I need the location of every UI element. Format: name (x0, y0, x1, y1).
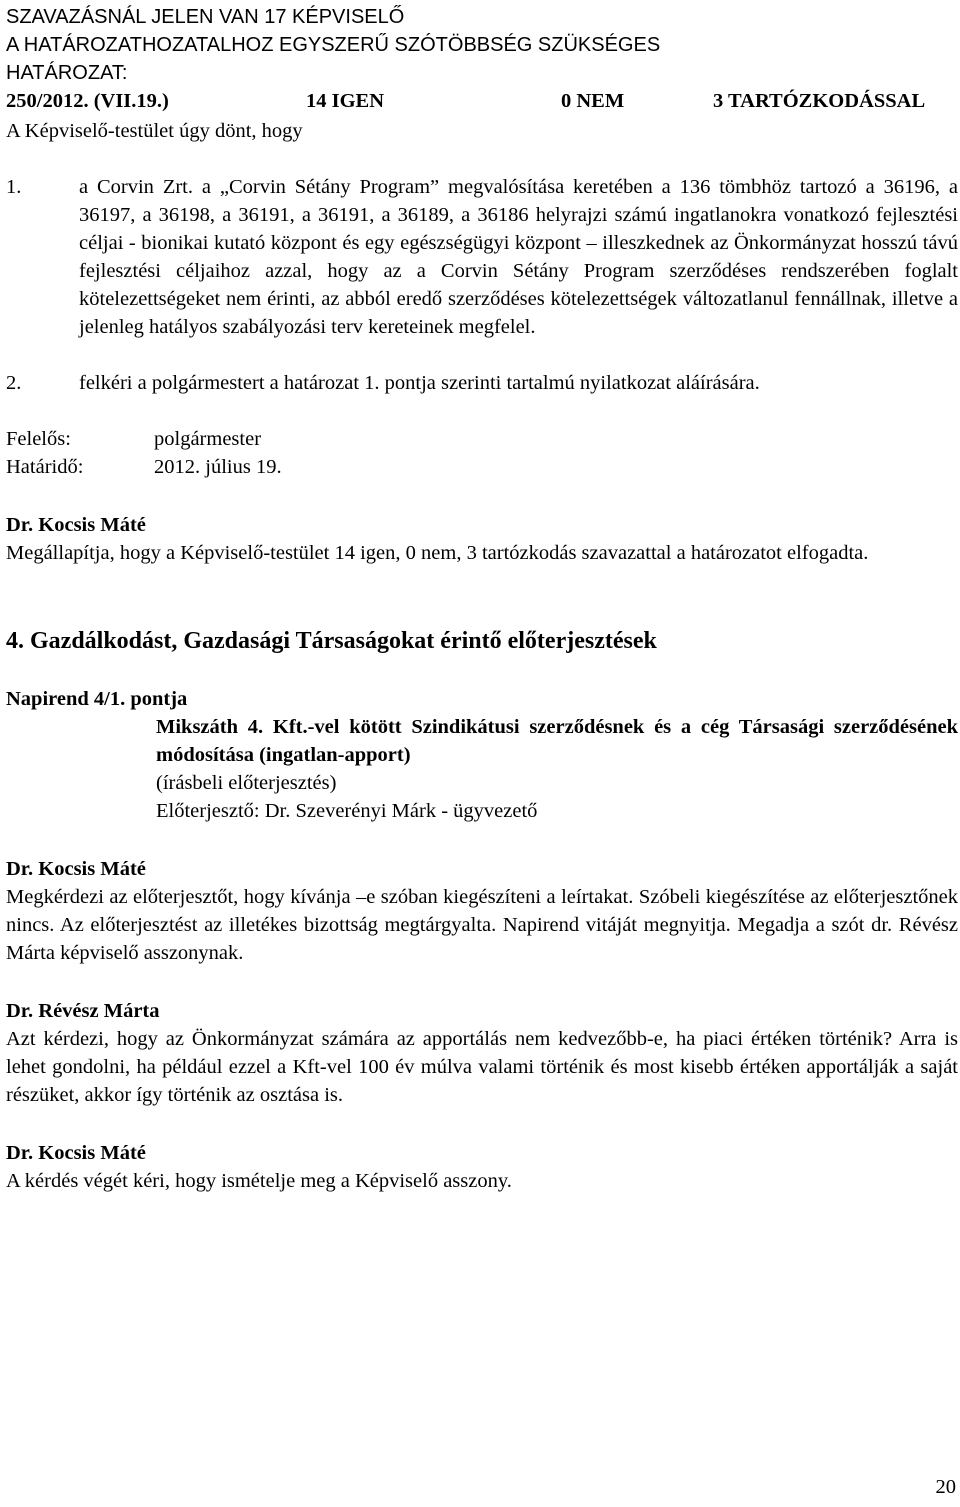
section-heading: 4. Gazdálkodást, Gazdasági Társaságokat érintő előterjesztések (6, 628, 657, 654)
resolution-number: 250/2012. (VII.19.) (6, 90, 169, 112)
resolution-item-2 (6, 369, 958, 397)
page-number: 20 (935, 1476, 956, 1498)
vote-abstain: 3 TARTÓZKODÁSSAL (713, 90, 926, 112)
deadline-value: 2012. július 19. (154, 456, 282, 478)
speaker-statement: A kérdés végét kéri, hogy ismételje meg a Képviselő asszony. (6, 1170, 512, 1192)
item-text: felkéri a polgármestert a határozat 1. pontja szerinti tartalmú nyilatkozat aláírására. (79, 372, 760, 394)
speaker-statement: Megkérdezi az előterjesztőt, hogy kívánja –e szóban kiegészíteni a leírtakat. Szóbeli kiegészítése az előterjesztőnek nincs. Az előterjesztést az illetékes bizottság megtárgyalta. Napirend vitáját megnyitja. Megadja a szót dr. Révész Márta képviselő asszonynak. (6, 886, 958, 964)
item-number: 1. (6, 176, 22, 198)
header-attendance: SZAVAZÁSNÁL JELEN VAN 17 KÉPVISELŐ (6, 6, 405, 28)
vote-yes: 14 IGEN (306, 90, 385, 112)
resolution-item-1 (6, 173, 958, 341)
agenda-presenter: Előterjesztő: Dr. Szeverényi Márk - ügyvezető (156, 800, 538, 822)
vote-result-row (6, 87, 958, 115)
vote-no: 0 NEM (561, 90, 625, 112)
speaker-statement: Azt kérdezi, hogy az Önkormányzat számára az apportálás nem kedvezőbb-e, ha piaci értéken történik? Arra is lehet gondolni, ha például ezzel a Kft-vel 100 év múlva valami történik és most kisebb értéken apportálják a saját részüket, akkor így történik az osztása is. (6, 1028, 958, 1106)
agenda-label: Napirend 4/1. pontja (6, 688, 188, 710)
item-number: 2. (6, 372, 22, 394)
document-page (6, 3, 958, 1195)
responsible-label: Felelős: (6, 428, 71, 450)
header-majority: A HATÁROZATHOZATALHOZ EGYSZERŰ SZÓTÖBBSÉG SZÜKSÉGES (6, 34, 661, 56)
resolution-intro: A Képviselő-testület úgy dönt, hogy (6, 120, 303, 142)
speaker-name: Dr. Kocsis Máté (6, 858, 146, 880)
speaker-name: Dr. Kocsis Máté (6, 1142, 146, 1164)
speaker-name: Dr. Kocsis Máté (6, 514, 146, 536)
agenda-type: (írásbeli előterjesztés) (156, 772, 337, 794)
responsible-row (6, 425, 958, 453)
header-resolution-label: HATÁROZAT: (6, 62, 128, 84)
speaker-statement: Megállapítja, hogy a Képviselő-testület 14 igen, 0 nem, 3 tartózkodás szavazattal a határozatot elfogadta. (6, 542, 869, 564)
item-text: a Corvin Zrt. a „Corvin Sétány Program” megvalósítása keretében a 136 tömbhöz tartozó a 36196, a 36197, a 36198, a 36191, a 36191, a 36189, a 36186 helyrajzi számú ingatlanokra vonatkozó fejlesztési céljai - bionikai kutató központ és egy egészségügyi központ – illeszkednek az Önkormányzat hosszú távú fejlesztési céljaihoz azzal, hogy az a Corvin Sétány Program szerződéses rendszerében foglalt kötelezettségeket nem érinti, az abból eredő szerződéses kötelezettségek változatlanul fennállnak, illetve a jelenleg hatályos szabályozási terv kereteinek megfelel. (79, 176, 958, 338)
deadline-label: Határidő: (6, 456, 84, 478)
deadline-row (6, 453, 958, 481)
speaker-name: Dr. Révész Márta (6, 1000, 160, 1022)
agenda-title: Mikszáth 4. Kft.-vel kötött Szindikátusi szerződésnek és a cég Társasági szerződésének módosítása (ingatlan-apport) (156, 716, 958, 766)
responsible-value: polgármester (154, 428, 262, 450)
